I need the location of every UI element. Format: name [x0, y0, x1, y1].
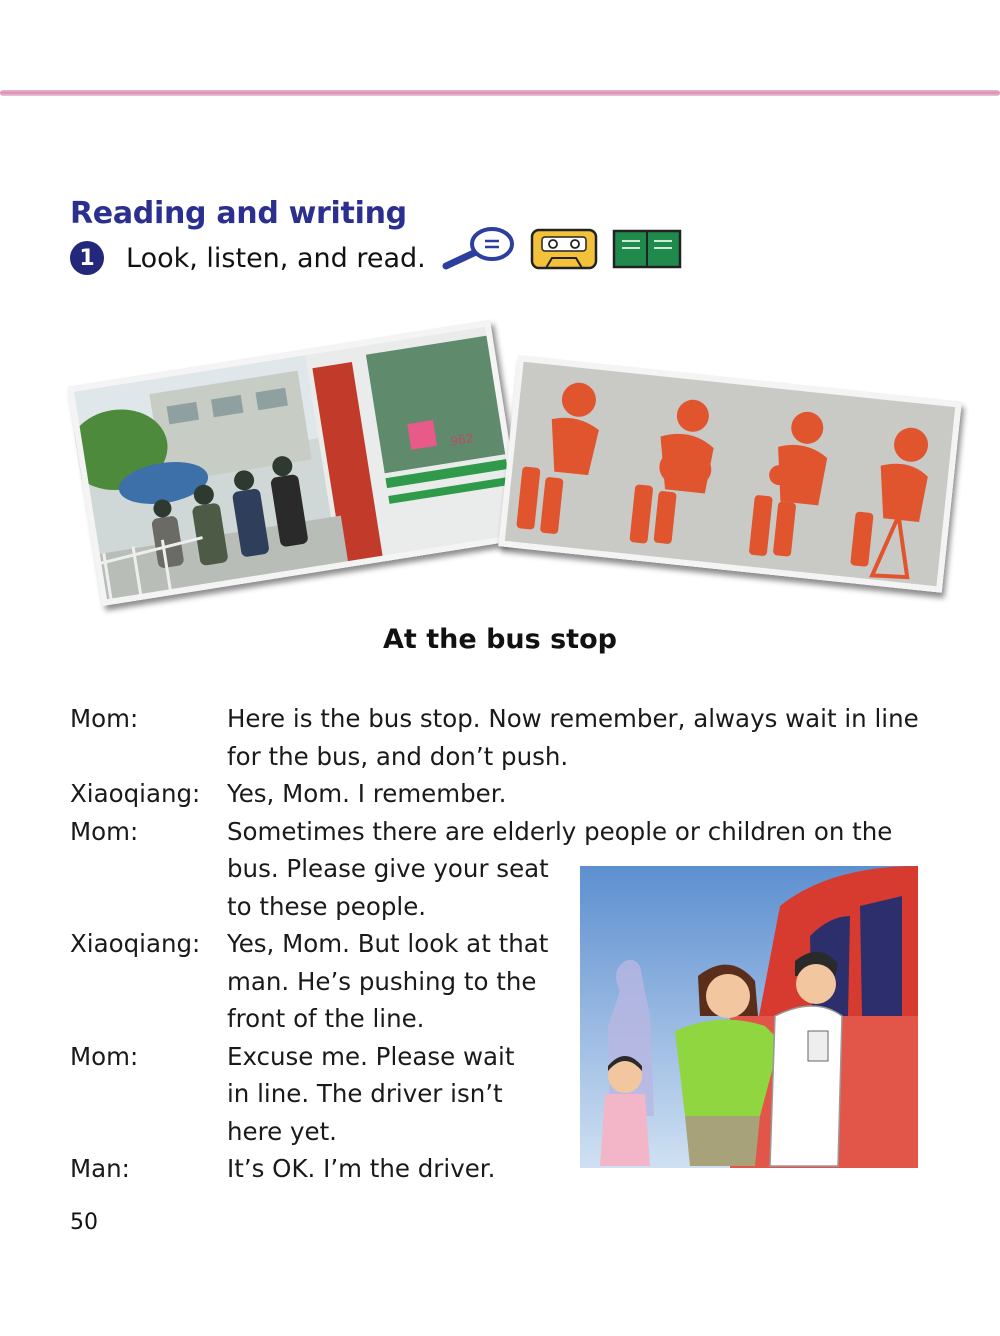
speech-text: Yes, Mom. I remember. [227, 779, 507, 808]
page-number: 50 [70, 1210, 98, 1235]
book-icon [612, 229, 682, 269]
bus-boarding-illustration [580, 866, 918, 1168]
cassette-icon [530, 228, 598, 270]
bus-number-text: 962 [449, 431, 475, 449]
speech-text: Excuse me. Please wait [227, 1041, 515, 1071]
dialogue-line [70, 738, 930, 776]
speaker-label: Mom: [70, 704, 139, 733]
speaker-label: Man: [70, 1154, 130, 1183]
instruction [70, 240, 426, 276]
magnifier-icon [440, 226, 516, 272]
reading-title: At the bus stop [383, 624, 617, 655]
activity-icons [440, 226, 682, 272]
speech-text: Yes, Mom. But look at that [227, 929, 549, 958]
section-title: Reading and writing [70, 196, 407, 231]
speech-text: to these people. [227, 891, 427, 921]
dialogue-line [70, 700, 930, 738]
bus-stop-photo [67, 320, 524, 606]
exercise-number-badge: 1 [70, 241, 104, 275]
speech-text: bus. Please give your seat [227, 854, 549, 883]
dialogue-line [70, 813, 930, 851]
speech-text: in line. The driver isn’t [227, 1079, 503, 1108]
speech-text: front of the line. [227, 1004, 425, 1033]
speech-text: for the bus, and don’t push. [227, 741, 569, 771]
dialogue-line [70, 775, 930, 813]
priority-seat-sign-photo [498, 355, 962, 593]
speaker-label: Mom: [70, 1041, 139, 1071]
speaker-label: Xiaoqiang: [70, 929, 201, 958]
instruction-text: Look, listen, and read. [126, 242, 426, 274]
speech-text: It’s OK. I’m the driver. [227, 1154, 496, 1183]
speaker-label: Mom: [70, 816, 139, 846]
speech-text: here yet. [227, 1116, 337, 1146]
speech-text: man. He’s pushing to the [227, 966, 537, 996]
speech-text: Sometimes there are elderly people or children on the [227, 816, 893, 846]
speech-text: Here is the bus stop. Now remember, always wait in line [227, 704, 919, 733]
top-decorative-rule [0, 90, 1000, 96]
speaker-label: Xiaoqiang: [70, 779, 201, 808]
